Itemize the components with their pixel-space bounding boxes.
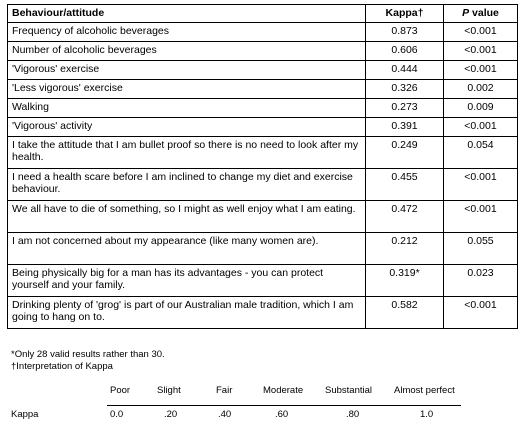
row-kappa: 0.273 (366, 99, 444, 118)
row-label: I am not concerned about my appearance (like many women are). (8, 233, 366, 265)
table-row (8, 297, 518, 329)
table-row (8, 233, 518, 265)
table-row (8, 23, 518, 42)
row-p-value: <0.001 (444, 61, 518, 80)
header-p-value (444, 5, 518, 23)
row-p-value: 0.002 (444, 80, 518, 99)
row-label: I take the attitude that I am bullet proof so there is no need to look after my health. (8, 137, 366, 169)
scale-label-substantial: Substantial (325, 385, 373, 396)
table-row (8, 137, 518, 169)
header-p-italic: P (462, 7, 470, 19)
table-row (8, 265, 518, 297)
header-p-rest: value (469, 7, 499, 19)
row-label: 'Less vigorous' exercise (8, 80, 366, 99)
scale-value: .80 (346, 409, 360, 420)
row-kappa: 0.444 (366, 61, 444, 80)
row-p-value: <0.001 (444, 23, 518, 42)
row-label: Number of alcoholic beverages (8, 42, 366, 61)
table-row (8, 201, 518, 233)
row-label: Frequency of alcoholic beverages (8, 23, 366, 42)
scale-value: .40 (218, 409, 232, 420)
row-p-value: <0.001 (444, 297, 518, 329)
row-label: Being physically big for a man has its advantages - you can protect yourself and your family. (8, 265, 366, 297)
row-label: 'Vigorous' exercise (8, 61, 366, 80)
table-row (8, 42, 518, 61)
row-p-value: 0.055 (444, 233, 518, 265)
row-p-value: 0.009 (444, 99, 518, 118)
row-kappa: 0.582 (366, 297, 444, 329)
scale-value: .20 (164, 409, 178, 420)
row-kappa: 0.873 (366, 23, 444, 42)
row-p-value: 0.054 (444, 137, 518, 169)
row-label: Drinking plenty of 'grog' is part of our Australian male tradition, which I am going to hang on to. (8, 297, 366, 329)
header-behaviour: Behaviour/attitude (8, 5, 366, 23)
kappa-table (7, 4, 518, 329)
row-label: I need a health scare before I am inclined to change my diet and exercise behaviour. (8, 169, 366, 201)
scale-value: 0.0 (110, 409, 124, 420)
row-label: Walking (8, 99, 366, 118)
row-label: 'Vigorous' activity (8, 118, 366, 137)
row-kappa: 0.249 (366, 137, 444, 169)
row-kappa: 0.455 (366, 169, 444, 201)
row-kappa: 0.319* (366, 265, 444, 297)
table-row (8, 99, 518, 118)
row-p-value: 0.023 (444, 265, 518, 297)
scale-row-label: Kappa (11, 409, 39, 420)
row-p-value: <0.001 (444, 118, 518, 137)
row-kappa: 0.606 (366, 42, 444, 61)
scale-label-almost-perfect: Almost perfect (394, 385, 455, 396)
scale-label-poor: Poor (110, 385, 131, 396)
scale-value: .60 (275, 409, 289, 420)
row-kappa: 0.212 (366, 233, 444, 265)
row-p-value: <0.001 (444, 42, 518, 61)
scale-label-moderate: Moderate (263, 385, 304, 396)
row-label: We all have to die of something, so I might as well enjoy what I am eating. (8, 201, 366, 233)
table-row (8, 61, 518, 80)
row-kappa: 0.391 (366, 118, 444, 137)
scale-label-fair: Fair (216, 385, 233, 396)
table-row (8, 80, 518, 99)
row-kappa: 0.326 (366, 80, 444, 99)
footnote-kappa-interpretation: †Interpretation of Kappa (11, 361, 113, 372)
row-p-value: <0.001 (444, 201, 518, 233)
row-p-value: <0.001 (444, 169, 518, 201)
footnote-valid-results: *Only 28 valid results rather than 30. (11, 349, 165, 360)
scale-value: 1.0 (420, 409, 434, 420)
table-row (8, 169, 518, 201)
scale-divider (107, 405, 461, 406)
table-header-row (8, 5, 518, 23)
scale-label-slight: Slight (157, 385, 181, 396)
row-kappa: 0.472 (366, 201, 444, 233)
table-row (8, 118, 518, 137)
header-kappa: Kappa† (366, 5, 444, 23)
